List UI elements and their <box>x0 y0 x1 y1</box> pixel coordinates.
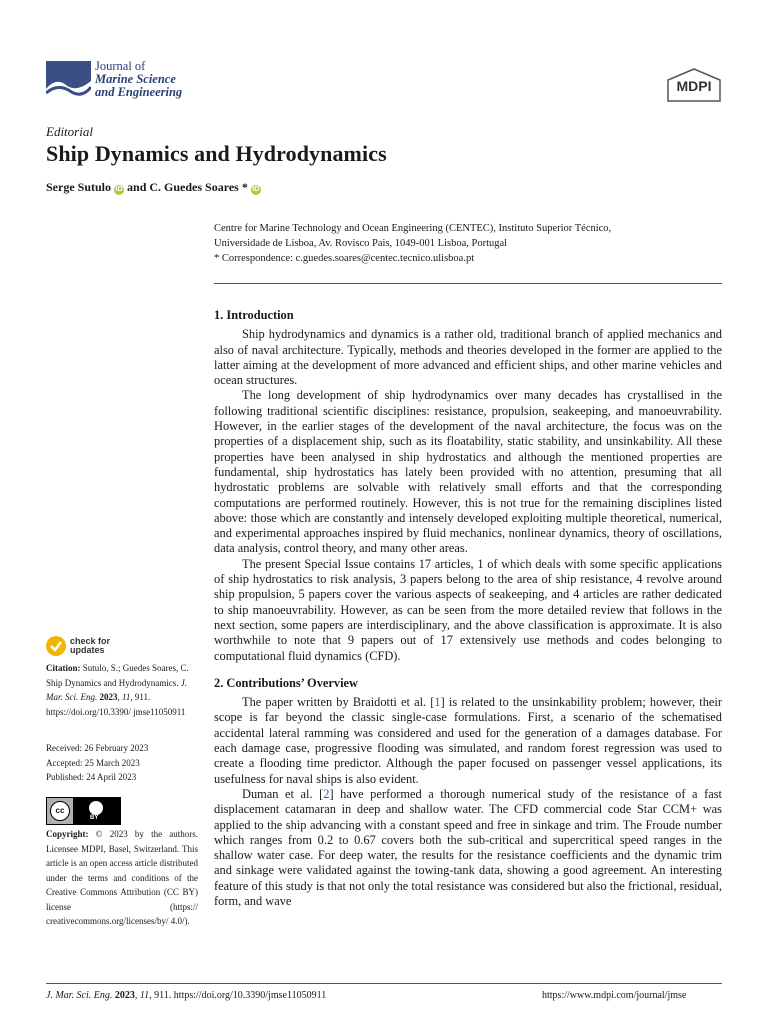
article-title: Ship Dynamics and Hydrodynamics <box>46 141 387 166</box>
header-divider <box>214 283 722 284</box>
affiliation-line: Centre for Marine Technology and Ocean Engineering (CENTEC), Instituto Superior Técnico, <box>214 223 612 234</box>
footer-citation: J. Mar. Sci. Eng. 2023, 11, 911. https://doi.org/10.3390/jmse11050911 <box>46 990 327 1001</box>
paragraph: The long development of ship hydrodynamics over many decades has crystallised in the following traditional scientific disciplines: resistance, propulsion, seakeeping, and manoeuvrability. However, in the earlier stages of the development of the naval architecture, the focus was on the properties of a displacement ship, such as its floatability, static stability, and unsinkability. All these properties have been analysed in ship hydrostatics and although the mentioned properties are fundamental, ship hydrostatics has lately been provided with no attention, presuming that all hydrostatic problems are solvable with relatively small efforts and that the corresponding computations are performed routinely. However, this is not true for the remaining disciplines listed above: those which are constantly and intensely developed exploiting multiple theoretical, numerical, and experimental approaches inspired by fluid mechanics, nonlinear dynamics, theory of oscillations, data analysis, control theory, and many other areas. <box>214 388 722 556</box>
affiliations <box>214 221 724 266</box>
cc-by-license-badge[interactable] <box>46 797 121 825</box>
copyright-block: Copyright: © 2023 by the authors. Licensee MDPI, Basel, Switzerland. This article is an open access article distributed under the terms and conditions of the Creative Commons Attribution (CC BY) license (https:// creativecommons.org/licenses/by/ 4.0/). <box>46 829 198 926</box>
published-date: Published: 24 April 2023 <box>46 772 137 782</box>
article-type: Editorial <box>46 124 93 139</box>
cc-icon: cc <box>50 801 70 821</box>
check-for-updates-button[interactable] <box>46 636 116 658</box>
section-heading: 1. Introduction <box>214 308 294 322</box>
citation-block: Citation: Sutulo, S.; Guedes Soares, C. Ship Dynamics and Hydrodynamics. J. Mar. Sci. Eng. 2023, 11, 911. https://doi.org/10.3390/ jmse11050911 <box>46 663 189 717</box>
author-name[interactable]: Serge Sutulo <box>46 180 112 194</box>
reference-link[interactable]: 2 <box>323 786 330 801</box>
doi-link[interactable]: , 911. https://doi.org/10.3390/ jmse11050911 <box>46 692 186 717</box>
reference-link[interactable]: 1 <box>434 695 441 710</box>
check-icon <box>46 636 66 656</box>
mdpi-wordmark: MDPI <box>676 78 712 94</box>
author-name[interactable]: C. Guedes Soares * <box>149 180 248 194</box>
orcid-icon[interactable]: iD <box>252 186 260 193</box>
footer-divider <box>46 983 722 984</box>
correspondence[interactable]: * Correspondence: c.guedes.soares@centec.tecnico.ulisboa.pt <box>214 253 475 264</box>
accepted-date: Accepted: 25 March 2023 <box>46 757 140 768</box>
paragraph: The present Special Issue contains 17 articles, 1 of which deals with some specific applications of ship hydrostatics to risk analysis, 3 papers belong to the area of ship resistance, 4 revolve around ship propulsion, 5 papers cover the various aspects of seakeeping, and 4 articles are rather dedicated to ship manoeuvrability. However, as can be seen from the more detailed review that follows in the next section, some papers are interdisciplinary, and the above classification is approximate. It is also worthwhile to note that 9 papers out of 17 extensively use methods and codes belonging to computational fluid dynamics (CFD). <box>214 556 722 663</box>
author-list <box>46 180 261 195</box>
footer-journal-url[interactable]: https://www.mdpi.com/journal/jmse <box>542 990 687 1001</box>
journal-name: Journal of Marine Science and Engineering <box>95 59 183 99</box>
paragraph: Ship hydrodynamics and dynamics is a rather old, traditional branch of applied mechanics and also of naval architecture. Typically, methods and theories developed in the former are applied to the latter aiming at the development of more advanced and efficient ships, and other marine vehicles and ocean structures. <box>214 327 722 388</box>
footer-doi-link[interactable]: , 911. https://doi.org/10.3390/jmse11050911 <box>149 990 327 1001</box>
author-connector: and <box>124 180 150 194</box>
main-text <box>214 308 722 909</box>
by-icon: BY <box>73 798 120 824</box>
check-label: check for updates <box>70 636 111 655</box>
journal-logo <box>46 61 91 103</box>
mdpi-logo <box>666 68 722 102</box>
received-date: Received: 26 February 2023 <box>46 743 149 753</box>
section-heading: 2. Contributions’ Overview <box>214 675 358 690</box>
paragraph: The paper written by Braidotti et al. [1] is related to the unsinkability problem; however, their scope is far beyond the classic single-case formulations. First, a scenario of the schematised accidental lateral ramming was considered and used for the generation of a damages database. For each damage case, progressive flooding was simulated, and random forest regression was used to create a flooding time predictor. Although the paper focused on passenger vessel applications, its usefulness for naval ships is also evident. <box>214 695 723 786</box>
dates-block <box>46 741 198 785</box>
orcid-icon[interactable]: iD <box>115 186 123 193</box>
affiliation-line: Universidade de Lisboa, Av. Rovisco Pais, 1049-001 Lisboa, Portugal <box>214 238 508 249</box>
paragraph: Duman et al. [2] have performed a thorough numerical study of the resistance of a fast displacement catamaran in deep and shallow water. The CFD commercial code Star CCM+ was applied to the ship advancing with a constant speed and free in sinkage and trim. The Froude number which ranges from 0.2 to 0.67 covers both the sub-critical and supercritical speed ranges in the shallow water case. For deep water, the results for the resistance coefficients and the dynamic trim and sinkage were validated against the towing-tank data, showing a good agreement. An interesting feature of this study is that not only the total resistance was considered but also the frictional, residual, form, and wave <box>214 786 722 908</box>
